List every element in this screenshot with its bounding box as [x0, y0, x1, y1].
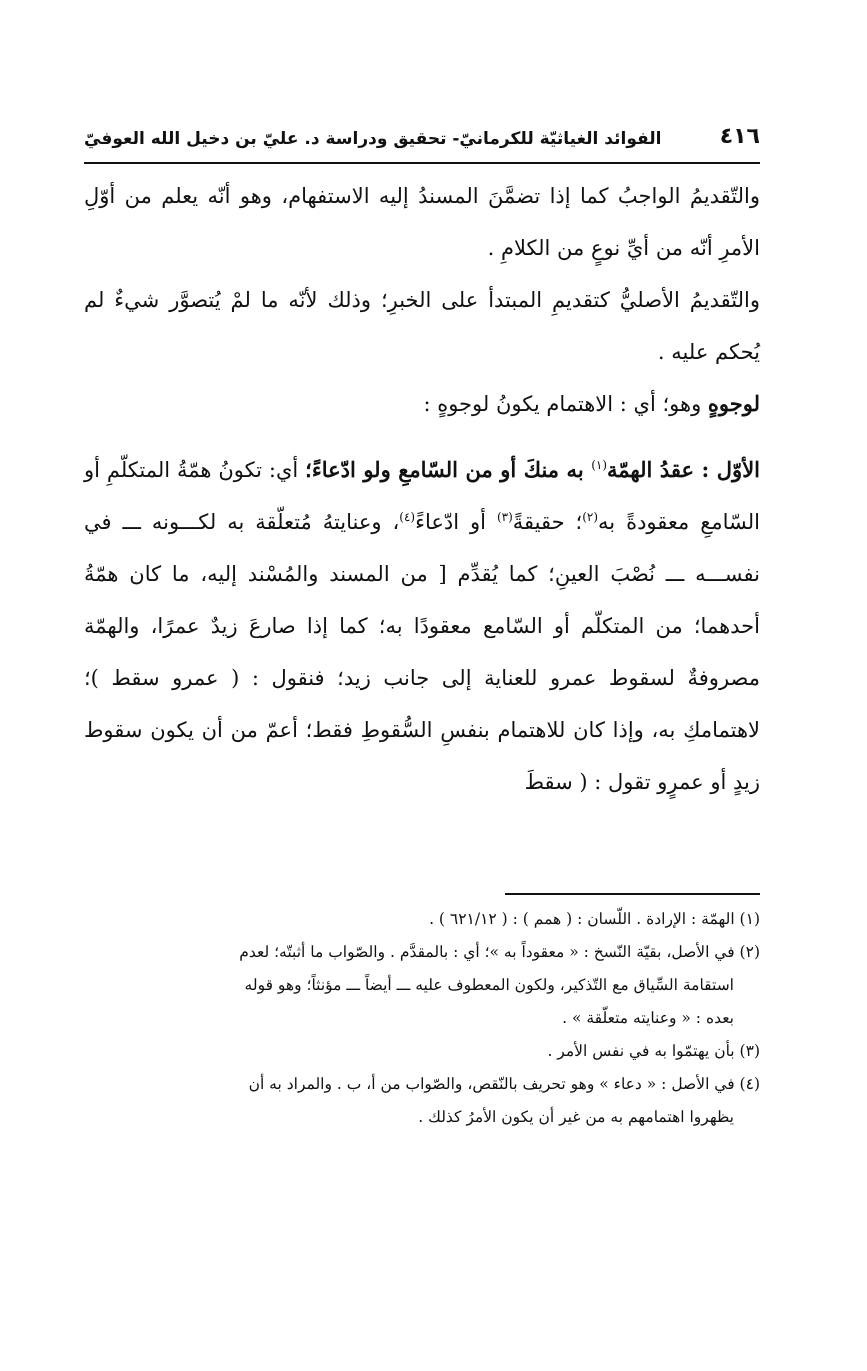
heading-first-lead: الأوّل : عقدُ الهمّة	[607, 457, 761, 482]
footnote-ref-3: (٣)	[496, 510, 513, 524]
heading-first-lead-rest: به منكَ أو من السّامعِ ولو ادّعاءً؛	[305, 457, 592, 482]
paragraph-3	[84, 378, 760, 430]
paragraph-4	[84, 444, 760, 808]
footnotes	[84, 903, 760, 1134]
running-title: الفوائد الغياثيّة للكرمانيّ- تحقيق ودراسة د. عليّ بن دخيل الله العوفيّ	[84, 129, 662, 149]
footnote-2-line-1: (٢) في الأصل، بقيّة النّسخ : « معقوداً به »؛ أي : بالمقدَّم . والصّواب ما أثبتّه؛ لعدم	[239, 943, 760, 961]
paragraph-2: والتّقديمُ الأصليُّ كتقديمِ المبتدأ على الخبرِ؛ وذلك لأنّه ما لمْ يُتصوَّر شيءٌ لم يُحكم عليه .	[84, 288, 760, 364]
paragraph-4-text-1: أي: تكونُ همّةُ المتكلّمِ أو السّامعِ معقودةً به	[84, 458, 760, 534]
main-text	[84, 170, 760, 808]
footnote-rule	[505, 893, 760, 895]
page-header	[84, 124, 760, 149]
footnote-3: (٣) بأن يهتمّوا به في نفس الأمر .	[547, 1042, 760, 1060]
footnote-4-line-1: (٤) في الأصل : « دعاء » وهو تحريف بالنّقص، والصّواب من أ، ب . والمراد به أن	[248, 1075, 760, 1093]
footnote-2-line-3: بعده : « وعنايته متعلّقة » .	[562, 1009, 734, 1027]
footnote-ref-2: (٢)	[582, 510, 599, 524]
paragraph-4-text-3: أو ادّعاءً	[415, 510, 497, 534]
footnote-ref-4: (٤)	[399, 510, 416, 524]
paragraph-4-text-2: ؛ حقيقةً	[512, 510, 583, 534]
footnote-1: (١) الهمّة : الإرادة . اللّسان : ( همم ) : ( ٦٢١/١٢ ) .	[429, 910, 760, 928]
lemma-bold: لوجوهٍ	[707, 391, 760, 416]
paragraph-3-text: وهو؛ أي : الاهتمام يكونُ لوجوهٍ :	[423, 392, 708, 416]
header-rule	[84, 162, 760, 164]
footnote-2-line-2: استقامة السِّياق مع التّذكير، ولكون المعطوف عليه ـــ أيضاً ـــ مؤنثاً؛ وهو قوله	[244, 976, 734, 994]
paragraph-4-text-4: ، وعنايتهُ مُتعلّقة به لكـــونه ـــ في نفســـه ـــ نُصْبَ العينِ؛ كما يُقدِّم [ من المسند والمُسْند إليه، ما كان همّةُ أحدهما؛ من المتكلّم أو السّامع معقودًا به؛ كما إذا صارعَ زيدٌ عمرًا، والهمّة مصروفةٌ لسقوط عمرو للعناية إلى جانب زيد؛ فنقول : ( عمرو سقط )؛ لاهتمامكِ به، وإذا كان للاهتمام بنفسِ السُّقوطِ فقط؛ أعمّ من أن يكون سقوط زيدٍ أو عمرٍو تقول : ( سقطَ	[84, 510, 760, 794]
footnote-ref-1: (١)	[591, 458, 608, 472]
paragraph-1: والتّقديمُ الواجبُ كما إذا تضمَّنَ المسندُ إليه الاستفهام، وهو أنّه يعلم من أوّلِ الأمرِ أنّه من أيِّ نوعٍ من الكلامِ .	[84, 184, 760, 260]
footnote-4-line-2: يظهروا اهتمامهم به من غير أن يكون الأمرُ كذلك .	[418, 1108, 734, 1126]
page-number: ٤١٦	[719, 124, 760, 149]
